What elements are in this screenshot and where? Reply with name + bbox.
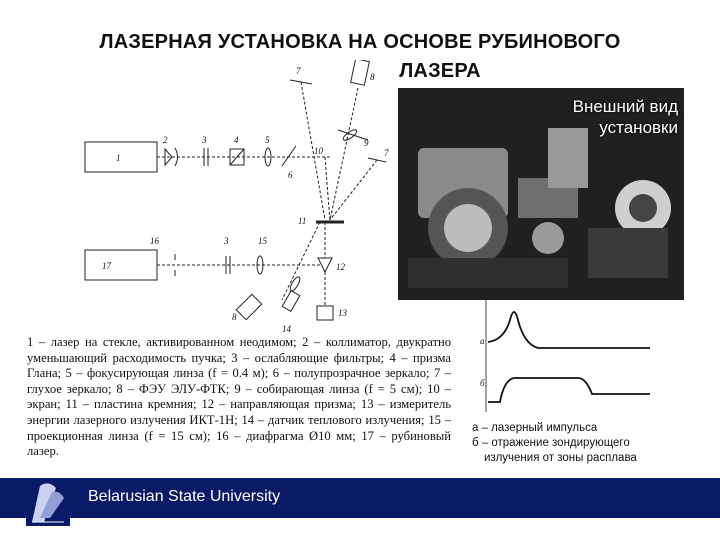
label-8b: 8: [232, 312, 237, 322]
title-line-1: ЛАЗЕРНАЯ УСТАНОВКА НА ОСНОВЕ РУБИНОВОГО: [99, 31, 621, 53]
label-12: 12: [336, 262, 345, 272]
pulse-caption-line-3: излучения от зоны расплава: [484, 452, 637, 464]
label-6: 6: [288, 170, 293, 180]
label-17: 17: [102, 261, 111, 271]
thermal-sensor: [236, 294, 261, 319]
pulse-caption-line-2: б – отражение зондирующего: [472, 437, 630, 449]
label-11: 11: [298, 216, 307, 226]
label-4: 4: [234, 135, 239, 145]
label-5: 5: [265, 135, 270, 145]
label-3b: 3: [224, 236, 229, 246]
pulse-trace-a: [488, 312, 650, 348]
title-line-2: ЛАЗЕРА: [399, 60, 481, 82]
schematic-legend: 1 – лазер на стекле, активированном неодимом; 2 – коллиматор, двукратно уменьшающий расходимость пучка; 3 – ослабляющие фильтры; 4 – призма Глана; 5 – фокусирующая линза (f = 0.4 м); 6 – полупрозрачное зеркало; 7 – глухое зеркало; 8 – ФЭУ ЭЛУ-ФТК; 9 – собирающая линза (f = 5 см); 10 – экран; 11 – пластина кремния; 12 – направляющая призма; 13 – измеритель энергии лазерного излучения ИКТ-1Н; 14 – датчик теплового излучения; 15 – проекционная линза (f = 15 см); 16 – диафрагма Ø10 мм; 17 – рубиновый лазер.: [27, 335, 451, 459]
pulse-label-b: б: [480, 378, 485, 388]
photo-caption-line-2: установки: [599, 118, 678, 137]
label-9: 9: [364, 138, 369, 148]
pulse-caption-line-1: а – лазерный импульса: [472, 422, 598, 434]
label-13: 13: [338, 308, 347, 318]
pulse-label-a: a: [480, 336, 485, 346]
university-emblem-icon: [26, 478, 70, 526]
label-15: 15: [258, 236, 267, 246]
label-2: 2: [163, 135, 168, 145]
setup-photo: [398, 88, 684, 300]
university-name: Belarusian State University: [88, 488, 281, 505]
label-16: 16: [150, 236, 159, 246]
label-7: 7: [296, 66, 301, 76]
photo-caption-line-1: Внешний вид: [572, 97, 678, 116]
label-3: 3: [202, 135, 207, 145]
ruby-laser-box: [85, 250, 157, 280]
optical-schematic: [20, 60, 400, 340]
label-1: 1: [116, 153, 121, 163]
label-14: 14: [282, 324, 291, 334]
photo-caption: [573, 96, 678, 138]
pulse-trace-b: [488, 378, 650, 402]
laser-1-box: [85, 142, 157, 172]
prism-12: [318, 258, 332, 272]
pulse-caption: [472, 421, 712, 466]
pulse-oscillogram: [478, 300, 650, 412]
label-8: 8: [370, 72, 375, 82]
label-7b: 7: [384, 148, 389, 158]
lower-beam: [85, 222, 333, 320]
label-10: 10: [314, 146, 323, 156]
energy-meter: [317, 306, 333, 320]
